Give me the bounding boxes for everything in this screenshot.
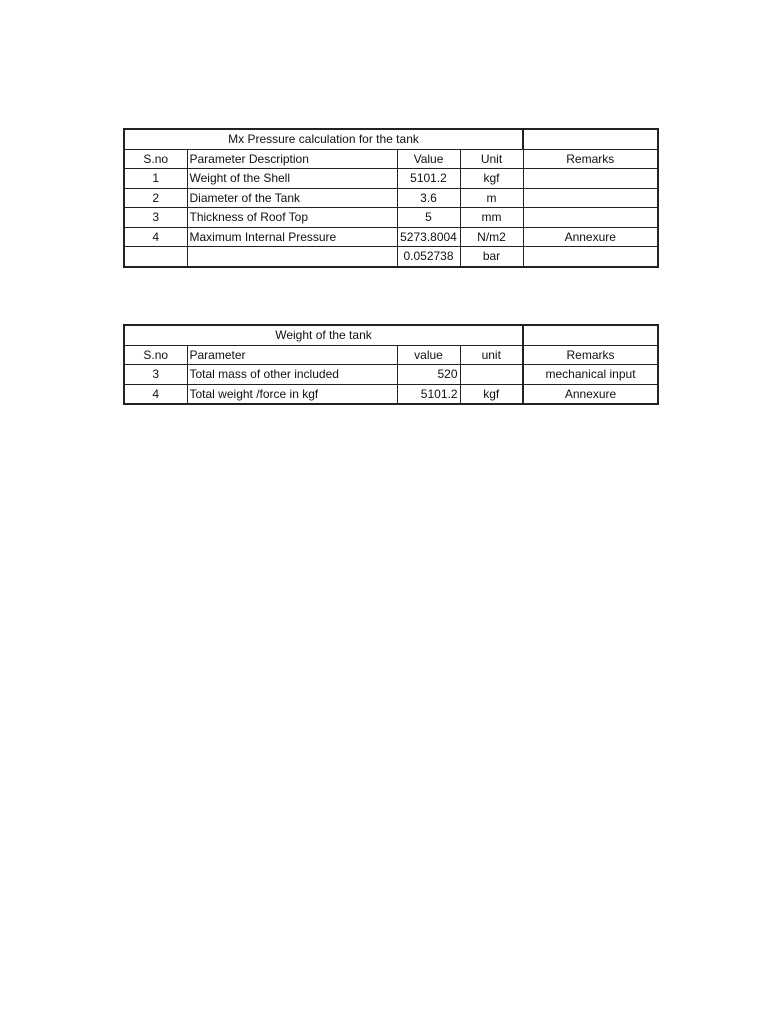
header-sno: S.no xyxy=(124,149,187,169)
cell-unit xyxy=(460,365,523,385)
cell-unit: kgf xyxy=(460,384,523,404)
cell-unit: bar xyxy=(460,247,523,267)
cell-unit: m xyxy=(460,188,523,208)
cell-remarks xyxy=(523,208,658,228)
cell-parameter: Thickness of Roof Top xyxy=(187,208,397,228)
pressure-calculation-table xyxy=(123,128,659,268)
cell-sno: 2 xyxy=(124,188,187,208)
cell-remarks xyxy=(523,247,658,267)
cell-remarks: Annexure xyxy=(523,227,658,247)
table-header-row xyxy=(124,345,658,365)
cell-unit: kgf xyxy=(460,169,523,189)
cell-sno: 4 xyxy=(124,384,187,404)
table-row xyxy=(124,208,658,228)
cell-value: 5101.2 xyxy=(397,384,460,404)
table-row xyxy=(124,169,658,189)
table-row xyxy=(124,188,658,208)
header-value: Value xyxy=(397,149,460,169)
table-title-row xyxy=(124,129,658,149)
cell-sno: 3 xyxy=(124,365,187,385)
cell-value: 5 xyxy=(397,208,460,228)
table-row xyxy=(124,227,658,247)
title-blank-cell xyxy=(523,325,658,345)
table-title-row xyxy=(124,325,658,345)
cell-sno: 4 xyxy=(124,227,187,247)
cell-remarks xyxy=(523,188,658,208)
cell-sno: 1 xyxy=(124,169,187,189)
cell-parameter: Total weight /force in kgf xyxy=(187,384,397,404)
header-unit: Unit xyxy=(460,149,523,169)
cell-value: 3.6 xyxy=(397,188,460,208)
header-parameter: Parameter Description xyxy=(187,149,397,169)
cell-unit: mm xyxy=(460,208,523,228)
cell-remarks: Annexure xyxy=(523,384,658,404)
table-title: Mx Pressure calculation for the tank xyxy=(124,129,523,149)
tank-weight-table xyxy=(123,324,659,405)
cell-value: 5273.8004 xyxy=(397,227,460,247)
header-value: value xyxy=(397,345,460,365)
header-unit: unit xyxy=(460,345,523,365)
cell-value: 5101.2 xyxy=(397,169,460,189)
cell-remarks: mechanical input xyxy=(523,365,658,385)
table-header-row xyxy=(124,149,658,169)
title-blank-cell xyxy=(523,129,658,149)
cell-value: 520 xyxy=(397,365,460,385)
header-parameter: Parameter xyxy=(187,345,397,365)
table-title: Weight of the tank xyxy=(124,325,523,345)
table-row xyxy=(124,384,658,404)
cell-parameter: Maximum Internal Pressure xyxy=(187,227,397,247)
cell-sno: 3 xyxy=(124,208,187,228)
cell-parameter xyxy=(187,247,397,267)
cell-sno xyxy=(124,247,187,267)
table-row xyxy=(124,365,658,385)
header-remarks: Remarks xyxy=(523,345,658,365)
cell-remarks xyxy=(523,169,658,189)
cell-parameter: Total mass of other included xyxy=(187,365,397,385)
cell-value: 0.052738 xyxy=(397,247,460,267)
table-row xyxy=(124,247,658,267)
header-sno: S.no xyxy=(124,345,187,365)
cell-unit: N/m2 xyxy=(460,227,523,247)
cell-parameter: Diameter of the Tank xyxy=(187,188,397,208)
header-remarks: Remarks xyxy=(523,149,658,169)
cell-parameter: Weight of the Shell xyxy=(187,169,397,189)
